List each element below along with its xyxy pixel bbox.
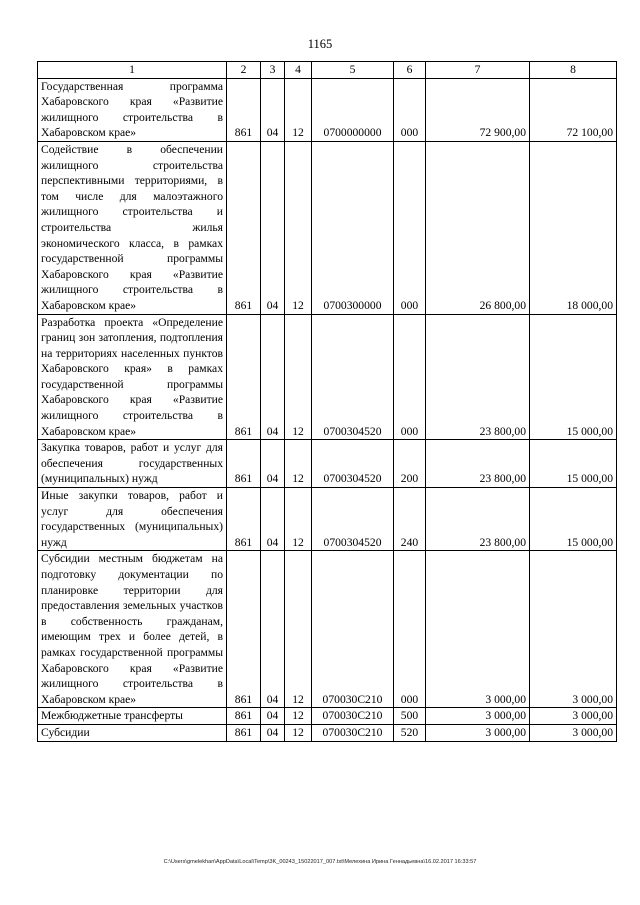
cell-col3: 04 (261, 78, 285, 141)
cell-col2: 861 (227, 78, 261, 141)
header-cell: 8 (530, 62, 617, 79)
row-name: Разработка проекта «Определение границ зон затопления, подтопления на территориях населенных пунктов Хабаровского края» в рамках государственной программы Хабаровского края «Развитие жилищного строительства в Хабаровском крае» (38, 314, 227, 440)
cell-col6: 240 (394, 488, 426, 551)
cell-col7: 23 800,00 (426, 488, 530, 551)
table-row (38, 440, 617, 488)
cell-col8: 3 000,00 (530, 708, 617, 725)
cell-col7: 3 000,00 (426, 708, 530, 725)
cell-col7: 3 000,00 (426, 724, 530, 741)
cell-col2: 861 (227, 141, 261, 314)
row-name: Государственная программа Хабаровского края «Развитие жилищного строительства в Хабаровском крае» (38, 78, 227, 141)
cell-col4: 12 (285, 708, 312, 725)
table-row (38, 314, 617, 440)
cell-col4: 12 (285, 78, 312, 141)
row-name: Иные закупки товаров, работ и услуг для обеспечения государственных (муниципальных) нужд (38, 488, 227, 551)
cell-col7: 23 800,00 (426, 440, 530, 488)
page-number: 1165 (307, 37, 333, 51)
file-path-footer: C:\Users\gmelekhan\AppData\Local\Temp\3K_00243_15022017_007.txt\Мелехина Ирина Геннадьевна\16.02.2017 16:33:57 (163, 859, 477, 865)
row-name: Субсидии местным бюджетам на подготовку документации по планировке территории для предоставления земельных участков в собственность гражданам, имеющим трех и более детей, в рамках государственной программы Хабаровского края «Развитие жилищного строительства в Хабаровском крае» (38, 551, 227, 708)
cell-col5: 0700304520 (312, 440, 394, 488)
header-cell: 2 (227, 62, 261, 79)
header-cell: 4 (285, 62, 312, 79)
cell-col3: 04 (261, 314, 285, 440)
cell-col6: 000 (394, 314, 426, 440)
cell-col5: 070030С210 (312, 708, 394, 725)
cell-col6: 000 (394, 78, 426, 141)
cell-col6: 000 (394, 551, 426, 708)
cell-col5: 070030С210 (312, 551, 394, 708)
cell-col8: 3 000,00 (530, 724, 617, 741)
table-row (38, 724, 617, 741)
cell-col8: 3 000,00 (530, 551, 617, 708)
cell-col6: 520 (394, 724, 426, 741)
cell-col6: 200 (394, 440, 426, 488)
cell-col4: 12 (285, 440, 312, 488)
cell-col2: 861 (227, 314, 261, 440)
cell-col5: 070030С210 (312, 724, 394, 741)
header-cell: 3 (261, 62, 285, 79)
cell-col2: 861 (227, 440, 261, 488)
cell-col2: 861 (227, 708, 261, 725)
cell-col3: 04 (261, 551, 285, 708)
cell-col7: 72 900,00 (426, 78, 530, 141)
table-row (38, 141, 617, 314)
row-name: Субсидии (38, 724, 227, 741)
cell-col3: 04 (261, 440, 285, 488)
cell-col2: 861 (227, 488, 261, 551)
cell-col8: 15 000,00 (530, 314, 617, 440)
table-row (38, 708, 617, 725)
table-header-row (38, 62, 617, 79)
header-cell: 1 (38, 62, 227, 79)
table-row (38, 488, 617, 551)
header-cell: 7 (426, 62, 530, 79)
row-name: Закупка товаров, работ и услуг для обеспечения государственных (муниципальных) нужд (38, 440, 227, 488)
cell-col5: 0700300000 (312, 141, 394, 314)
row-name: Содействие в обеспечении жилищного строительства перспективными территориями, в том числе для малоэтажного жилищного строительства и строительства жилья экономического класса, в рамках государственной программы Хабаровского края «Развитие жилищного строительства в Хабаровском крае» (38, 141, 227, 314)
cell-col5: 0700304520 (312, 314, 394, 440)
cell-col7: 26 800,00 (426, 141, 530, 314)
cell-col5: 0700304520 (312, 488, 394, 551)
cell-col5: 0700000000 (312, 78, 394, 141)
cell-col4: 12 (285, 314, 312, 440)
table-row (38, 78, 617, 141)
cell-col4: 12 (285, 141, 312, 314)
cell-col4: 12 (285, 488, 312, 551)
cell-col4: 12 (285, 724, 312, 741)
cell-col8: 15 000,00 (530, 440, 617, 488)
cell-col3: 04 (261, 724, 285, 741)
cell-col6: 500 (394, 708, 426, 725)
table-row (38, 551, 617, 708)
cell-col6: 000 (394, 141, 426, 314)
cell-col3: 04 (261, 488, 285, 551)
budget-table (37, 61, 617, 742)
header-cell: 5 (312, 62, 394, 79)
row-name: Межбюджетные трансферты (38, 708, 227, 725)
cell-col2: 861 (227, 724, 261, 741)
header-cell: 6 (394, 62, 426, 79)
cell-col8: 15 000,00 (530, 488, 617, 551)
cell-col8: 18 000,00 (530, 141, 617, 314)
cell-col7: 23 800,00 (426, 314, 530, 440)
cell-col3: 04 (261, 141, 285, 314)
cell-col3: 04 (261, 708, 285, 725)
cell-col7: 3 000,00 (426, 551, 530, 708)
cell-col2: 861 (227, 551, 261, 708)
cell-col4: 12 (285, 551, 312, 708)
cell-col8: 72 100,00 (530, 78, 617, 141)
